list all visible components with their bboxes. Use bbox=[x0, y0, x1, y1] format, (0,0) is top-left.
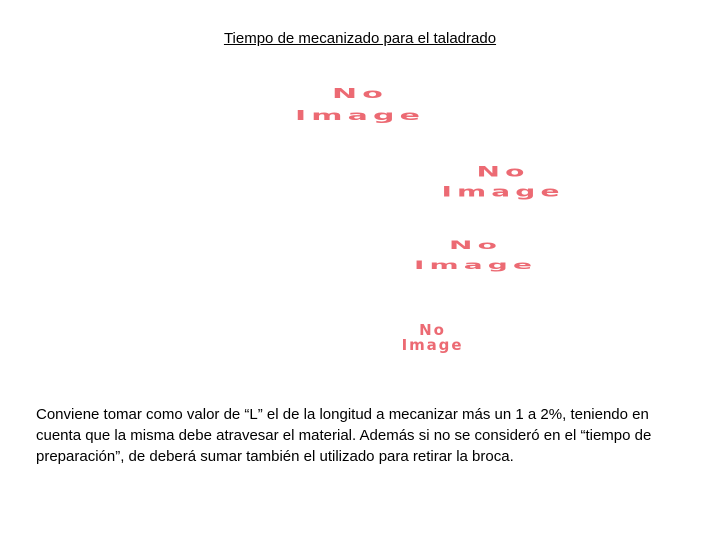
placeholder-line-2: Image bbox=[413, 257, 538, 272]
no-image-placeholder bbox=[358, 237, 593, 272]
placeholder-line-1: No bbox=[419, 321, 446, 339]
placeholder-line-1: No bbox=[476, 163, 530, 180]
slide-title: Tiempo de mecanizado para el taladrado bbox=[223, 30, 497, 47]
placeholder-line-2: Image bbox=[294, 107, 426, 124]
no-image-placeholder bbox=[235, 86, 485, 124]
no-image-placeholder bbox=[388, 164, 618, 200]
placeholder-line-1: No bbox=[332, 86, 388, 102]
placeholder-line-1: No bbox=[449, 237, 502, 252]
no-image-placeholder bbox=[390, 322, 475, 354]
placeholder-line-2: Image bbox=[441, 183, 565, 201]
body-paragraph: Conviene tomar como valor de “L” el de la longitud a mecanizar más un 1 a 2%, teniendo en cuenta que la misma debe atravesar el material. Además si no se consideró en el “tiempo de preparación”, de deberá sumar también el utilizado para retirar la broca. bbox=[36, 406, 652, 465]
placeholder-line-2: Image bbox=[401, 336, 464, 354]
